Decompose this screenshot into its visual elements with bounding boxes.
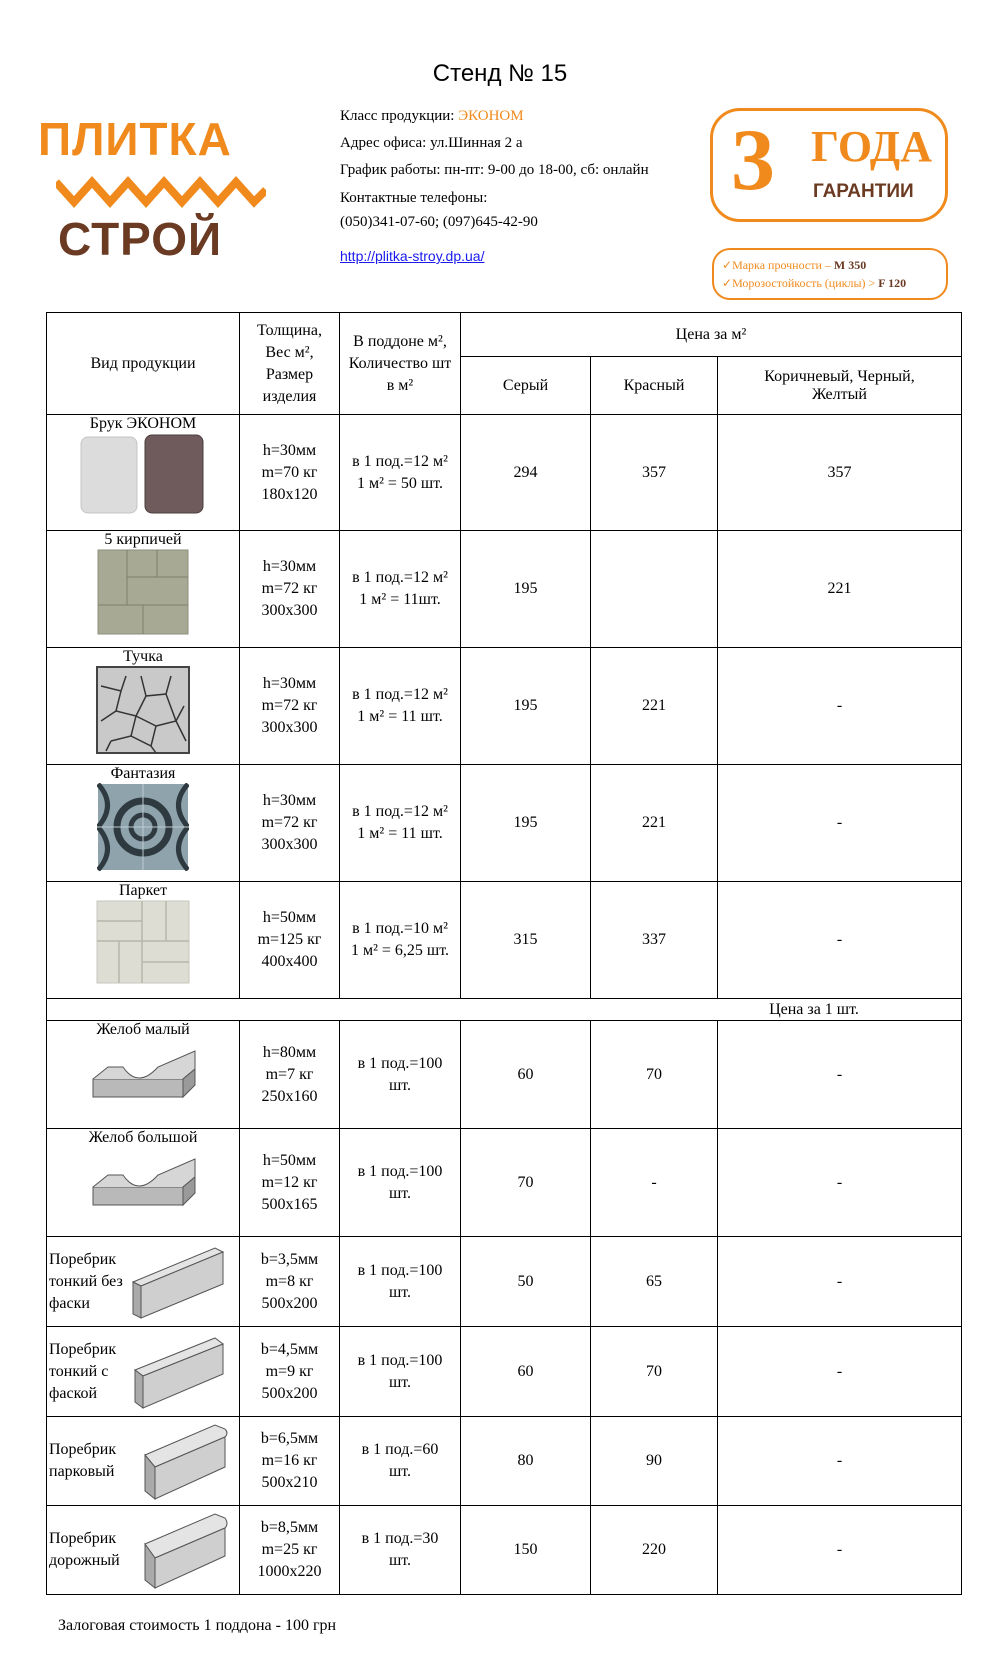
gutter-large-image xyxy=(83,1147,203,1209)
specs-cell: h=30мм m=70 кг 180х120 xyxy=(240,415,340,531)
product-class-label: Класс продукции: xyxy=(340,108,455,124)
pack-cell: в 1 под.=12 м² 1 м² = 11 шт. xyxy=(340,765,461,882)
product-cell xyxy=(47,1237,240,1327)
price-red: 221 xyxy=(591,765,718,882)
price-other: - xyxy=(718,882,962,999)
pack-cell: в 1 под.=60 шт. xyxy=(340,1417,461,1506)
guarantee-years-number: 3 xyxy=(731,112,775,209)
guarantee-years-word: ГОДА xyxy=(811,122,932,171)
specs-cell: h=50мм m=125 кг 400х400 xyxy=(240,882,340,999)
price-other: - xyxy=(718,1417,962,1506)
table-row xyxy=(47,1237,962,1327)
logo-word-bottom: СТРОЙ xyxy=(58,213,223,265)
header-product: Вид продукции xyxy=(47,313,240,415)
product-name: 5 кирпичей xyxy=(104,531,182,548)
product-name: Поребрик парковый xyxy=(49,1441,117,1480)
product-name: Паркет xyxy=(118,882,168,899)
product-cell xyxy=(47,1021,240,1129)
specs-cell: h=30мм m=72 кг 300х300 xyxy=(240,765,340,882)
product-cell xyxy=(47,1417,240,1506)
gutter-small-image xyxy=(83,1039,203,1101)
product-name: Поребрик тонкий без фаски xyxy=(49,1250,123,1312)
price-other: - xyxy=(718,1327,962,1417)
frost-value: F 120 xyxy=(878,276,907,290)
price-red: 337 xyxy=(591,882,718,999)
pack-cell: в 1 под.=100 шт. xyxy=(340,1327,461,1417)
work-schedule: График работы: пн-пт: 9-00 до 18-00, сб: онлайн xyxy=(340,162,649,178)
price-red: 357 xyxy=(591,415,718,531)
price-gray: 195 xyxy=(461,648,591,765)
table-row xyxy=(47,1129,962,1237)
logo-wave-icon xyxy=(56,172,266,212)
guarantee-word: ГАРАНТИИ xyxy=(813,181,914,202)
price-gray: 195 xyxy=(461,765,591,882)
price-gray: 315 xyxy=(461,882,591,999)
header-other: Коричневый, Черный, Желтый xyxy=(718,357,962,415)
company-logo xyxy=(38,112,278,265)
product-name: Поребрик дорожный xyxy=(49,1530,120,1569)
table-row xyxy=(47,1417,962,1506)
pack-cell: в 1 под.=100 шт. xyxy=(340,1129,461,1237)
specs-cell: h=30мм m=72 кг 300х300 xyxy=(240,531,340,648)
price-red: 70 xyxy=(591,1327,718,1417)
price-other: 221 xyxy=(718,531,962,648)
pack-cell: в 1 под.=10 м² 1 м² = 6,25 шт. xyxy=(340,882,461,999)
table-row xyxy=(47,1327,962,1417)
curb-thin-image xyxy=(125,1242,235,1322)
specs-cell: h=50мм m=12 кг 500х165 xyxy=(240,1129,340,1237)
product-cell xyxy=(47,1327,240,1417)
price-gray: 150 xyxy=(461,1506,591,1595)
price-red xyxy=(591,531,718,648)
price-red: 221 xyxy=(591,648,718,765)
price-other: - xyxy=(718,1021,962,1129)
product-class-line xyxy=(340,108,524,125)
price-gray: 80 xyxy=(461,1417,591,1506)
price-table xyxy=(46,312,962,1595)
product-cell xyxy=(47,765,240,882)
specs-cell: b=4,5мм m=9 кг 500х200 xyxy=(240,1327,340,1417)
price-red: 220 xyxy=(591,1506,718,1595)
price-other: 357 xyxy=(718,415,962,531)
product-name: Брук ЭКОНОМ xyxy=(89,415,197,432)
price-gray: 50 xyxy=(461,1237,591,1327)
price-red: 90 xyxy=(591,1417,718,1506)
product-name: Тучка xyxy=(123,648,163,665)
header-red: Красный xyxy=(591,357,718,415)
phones-label: Контактные телефоны: xyxy=(340,190,488,206)
table-row xyxy=(47,1021,962,1129)
table-row xyxy=(47,531,962,648)
table-row xyxy=(47,415,962,531)
pack-cell: в 1 под.=100 шт. xyxy=(340,1237,461,1327)
pallet-deposit-note: Залоговая стоимость 1 поддона - 100 грн xyxy=(58,1617,337,1634)
curb-chamfer-image xyxy=(125,1332,235,1412)
product-class-value: ЭКОНОМ xyxy=(458,108,524,124)
frost-line: ✓Морозостойкость (циклы) > F 120 xyxy=(722,276,907,290)
quality-badge xyxy=(712,248,948,300)
product-name: Желоб большой xyxy=(88,1129,198,1146)
five-bricks-image xyxy=(97,549,189,635)
header-specs: Толщина, Вес м², Размер изделия xyxy=(240,313,340,415)
strength-value: М 350 xyxy=(833,258,867,272)
logo-word-top: ПЛИТКА xyxy=(38,113,232,165)
price-gray: 294 xyxy=(461,415,591,531)
product-cell xyxy=(47,1129,240,1237)
price-gray: 70 xyxy=(461,1129,591,1237)
website-link[interactable]: http://plitka-stroy.dp.ua/ xyxy=(340,248,485,264)
table-row xyxy=(47,765,962,882)
pack-cell: в 1 под.=12 м² 1 м² = 11шт. xyxy=(340,531,461,648)
product-cell xyxy=(47,531,240,648)
specs-cell: b=6,5мм m=16 кг 500х210 xyxy=(240,1417,340,1506)
price-red: 65 xyxy=(591,1237,718,1327)
price-other: - xyxy=(718,765,962,882)
price-other: - xyxy=(718,1506,962,1595)
page-title: Стенд № 15 xyxy=(432,60,568,87)
specs-cell: h=30мм m=72 кг 300х300 xyxy=(240,648,340,765)
cloud-tile-image xyxy=(96,666,190,754)
product-cell xyxy=(47,882,240,999)
curb-park-image xyxy=(141,1421,237,1501)
price-red: - xyxy=(591,1129,718,1237)
pack-cell: в 1 под.=12 м² 1 м² = 50 шт. xyxy=(340,415,461,531)
product-cell xyxy=(47,415,240,531)
header-price-piece: Цена за 1 шт. xyxy=(47,999,962,1021)
product-name: Фантазия xyxy=(110,765,176,782)
product-name: Желоб малый xyxy=(96,1021,190,1038)
header-price-m2: Цена за м² xyxy=(461,313,962,357)
table-row xyxy=(47,1506,962,1595)
product-cell xyxy=(47,1506,240,1595)
guarantee-badge xyxy=(710,108,948,222)
office-address: Адрес офиса: ул.Шинная 2 а xyxy=(340,135,523,151)
price-other: - xyxy=(718,648,962,765)
pack-cell: в 1 под.=100 шт. xyxy=(340,1021,461,1129)
specs-cell: b=8,5мм m=25 кг 1000х220 xyxy=(240,1506,340,1595)
table-row xyxy=(47,882,962,999)
brick-econom-image xyxy=(78,433,208,515)
price-gray: 60 xyxy=(461,1327,591,1417)
specs-cell: h=80мм m=7 кг 250х160 xyxy=(240,1021,340,1129)
pack-cell: в 1 под.=12 м² 1 м² = 11 шт. xyxy=(340,648,461,765)
curb-road-image xyxy=(141,1510,237,1590)
price-other: - xyxy=(718,1129,962,1237)
price-red: 70 xyxy=(591,1021,718,1129)
product-name: Поребрик тонкий с фаской xyxy=(49,1340,117,1402)
strength-line: ✓Марка прочности – М 350 xyxy=(722,258,867,272)
price-gray: 195 xyxy=(461,531,591,648)
price-gray: 60 xyxy=(461,1021,591,1129)
product-cell xyxy=(47,648,240,765)
parquet-tile-image xyxy=(96,900,190,984)
phone-numbers: (050)341-07-60; (097)645-42-90 xyxy=(340,214,538,230)
specs-cell: b=3,5мм m=8 кг 500х200 xyxy=(240,1237,340,1327)
header-gray: Серый xyxy=(461,357,591,415)
pack-cell: в 1 под.=30 шт. xyxy=(340,1506,461,1595)
header-pack: В поддоне м², Количество шт в м² xyxy=(340,313,461,415)
table-row xyxy=(47,648,962,765)
price-other: - xyxy=(718,1237,962,1327)
fantasy-tile-image xyxy=(97,783,189,871)
